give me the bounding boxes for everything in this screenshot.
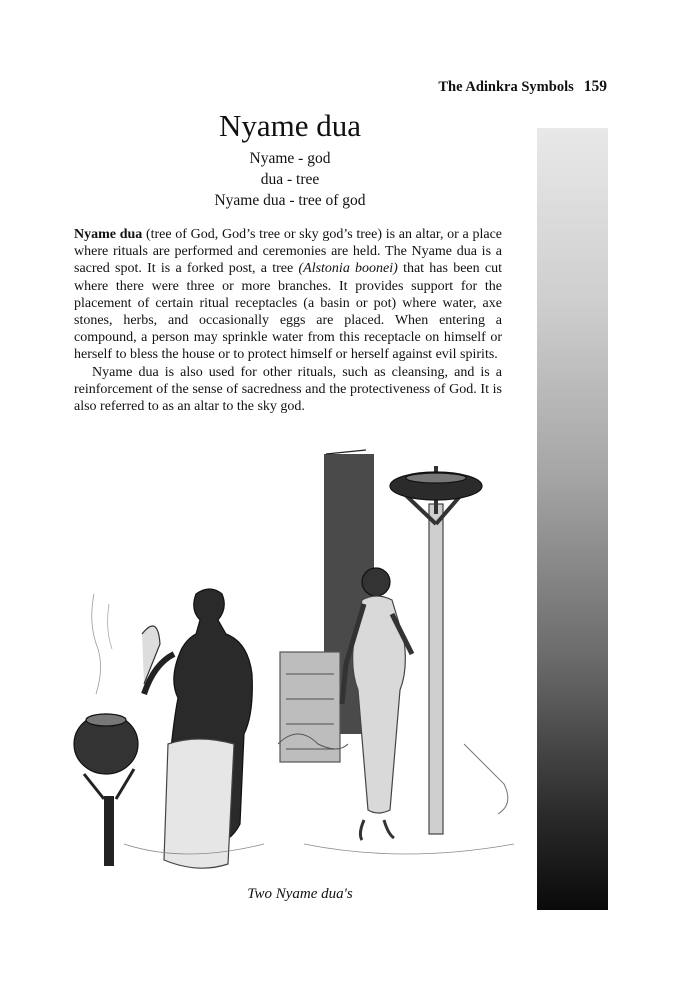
right-figure-scene	[278, 450, 514, 854]
gradient-thumb-bar	[537, 128, 608, 910]
page-number: 159	[583, 78, 607, 95]
species-name: (Alstonia boonei)	[298, 261, 398, 277]
paragraph-1	[74, 226, 502, 364]
left-figure-scene	[74, 589, 264, 868]
illustration	[64, 444, 534, 890]
subtitle-block	[0, 148, 580, 211]
running-header-section: The Adinkra Symbols	[438, 79, 574, 95]
subtitle-line: Nyame dua - tree of god	[214, 192, 366, 209]
paragraph-1-text-b: that has been cut where there were three or more branches. It provides support for the placement of certain ritual receptacles (a basin or pot) where water, axe stones, herbs, and occasionally eggs are placed. When entering a compound, a person may sprinkle water from this receptacle on himself or herself to bless the house or to protect himself or herself against evil spirits.	[74, 261, 502, 363]
paragraph-1-lead: Nyame dua	[74, 227, 143, 242]
figure-caption: Two Nyame dua's	[247, 886, 353, 902]
subtitle-line: Nyame - god	[249, 150, 331, 167]
running-header	[438, 78, 607, 96]
page-title: Nyame dua	[218, 108, 362, 143]
body-text	[74, 226, 502, 415]
subtitle-line: dua - tree	[260, 171, 320, 188]
paragraph-2: Nyame dua is also used for other rituals, such as cleansing, and is a reinforcement of the sense of sacredness and the protectiveness of God. It is also referred to as an altar to the sky god.	[74, 364, 502, 415]
paragraph-1-text-a: (tree of God, God’s tree or sky god’s tree) is an altar, or a place where rituals are performed and ceremonies are held. The Nyame dua is a sacred spot. It is a forked post, a tree	[74, 227, 502, 277]
